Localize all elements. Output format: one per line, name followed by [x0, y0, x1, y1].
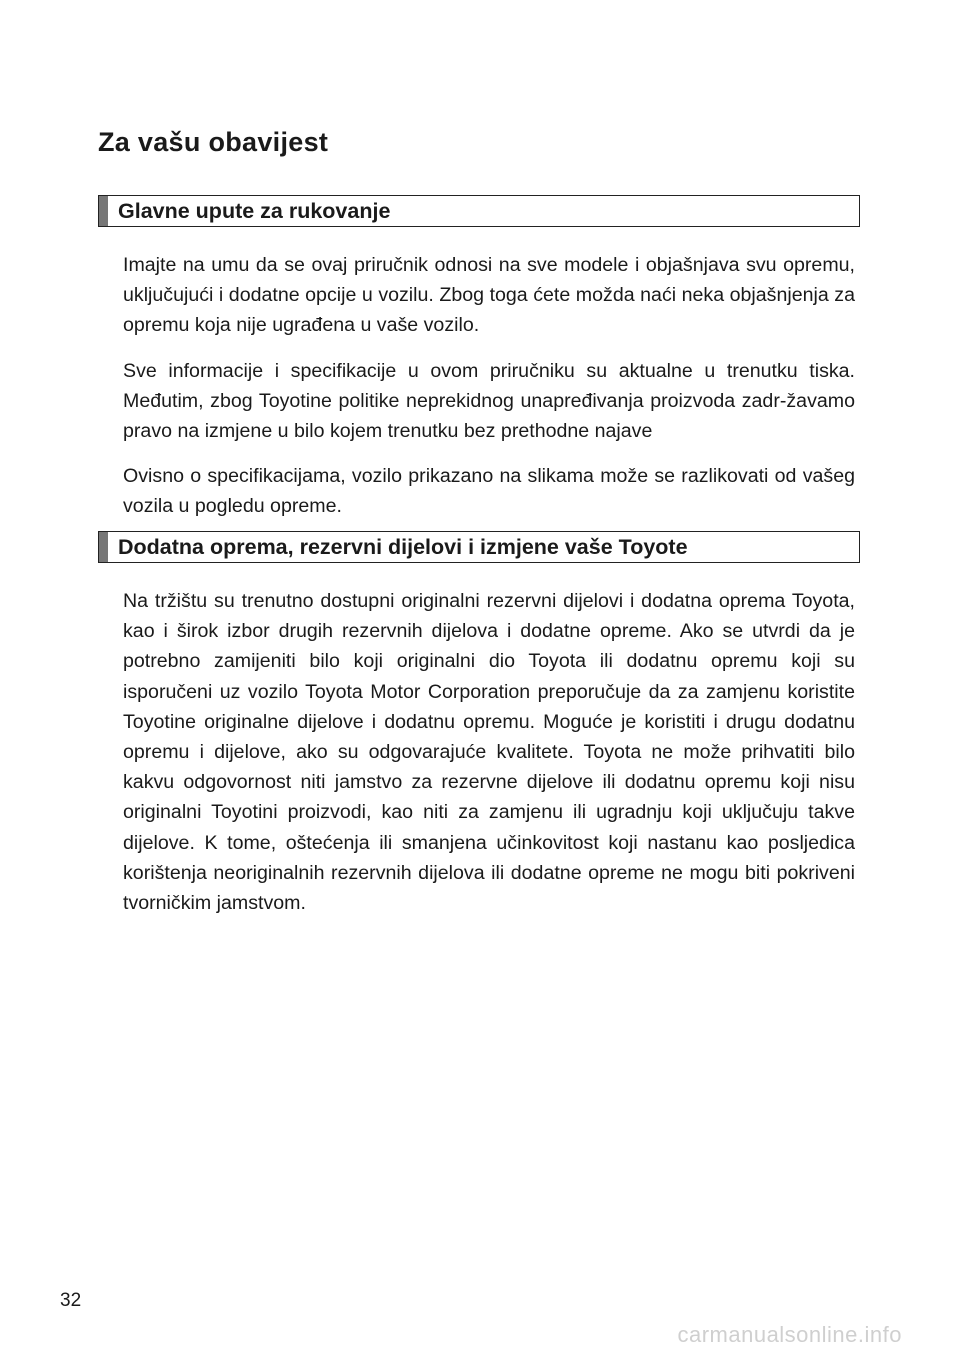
section-header-accessories	[98, 531, 860, 563]
paragraph: Na tržištu su trenutno dostupni originalni rezervni dijelovi i dodatna oprema Toyota, kao i širok izbor drugih rezervnih dijelova i dodatne opreme. Ako se utvrdi da je potrebno zamijeniti bilo koji originalni dio Toyota ili dodatnu opremu koji su isporučeni uz vozilo Toyota Motor Corporation preporučuje da za zamjenu koristite Toyotine originalne dijelove i dodatnu opremu. Moguće je koristiti i drugu dodatnu opremu i dijelove, ako su odgovarajuće kvalitete. Toyota ne može prihvatiti bilo kakvu odgovornost niti jamstvo za rezervne dijelove ili dodatnu opremu koji nisu originalni Toyotini proizvodi, kao niti za zamjenu ili ugradnju koji uključuju takve dijelove. K tome, oštećenja ili smanjena učinkovitost koji nastanu kao posljedica korištenja neoriginalnih rezervnih dijelova ili dodatne opreme ne mogu biti pokriveni tvorničkim jamstvom.	[123, 590, 855, 915]
section-marker-bar	[99, 196, 108, 226]
paragraph: Imajte na umu da se ovaj priručnik odnosi na sve modele i objašnjava svu opremu, uključujući i dodatne opcije u vozilu. Zbog toga ćete možda naći neka objašnjenja za opremu koja nije ugrađena u vaše vozilo.	[123, 254, 855, 337]
section-body-handling	[123, 250, 855, 537]
watermark: carmanualsonline.info	[677, 1322, 902, 1347]
section-heading: Dodatna oprema, rezervni dijelovi i izmjene vaše Toyote	[118, 534, 688, 559]
page-title: Za vašu obavijest	[98, 127, 329, 157]
section-header-handling	[98, 195, 860, 227]
paragraph: Sve informacije i specifikacije u ovom priručniku su aktualne u trenutku tiska. Međutim, zbog Toyotine politike neprekidnog unapređivanja proizvoda zadr-žavamo pravo na izmjene u bilo kojem trenutku bez prethodne najave	[123, 359, 855, 443]
section-marker-bar	[99, 532, 108, 562]
paragraph: Ovisno o specifikacijama, vozilo prikazano na slikama može se razlikovati od vašeg vozila u pogledu opreme.	[123, 465, 855, 518]
page-number: 32	[60, 1290, 82, 1311]
section-body-accessories	[123, 586, 855, 933]
section-heading: Glavne upute za rukovanje	[118, 198, 391, 223]
